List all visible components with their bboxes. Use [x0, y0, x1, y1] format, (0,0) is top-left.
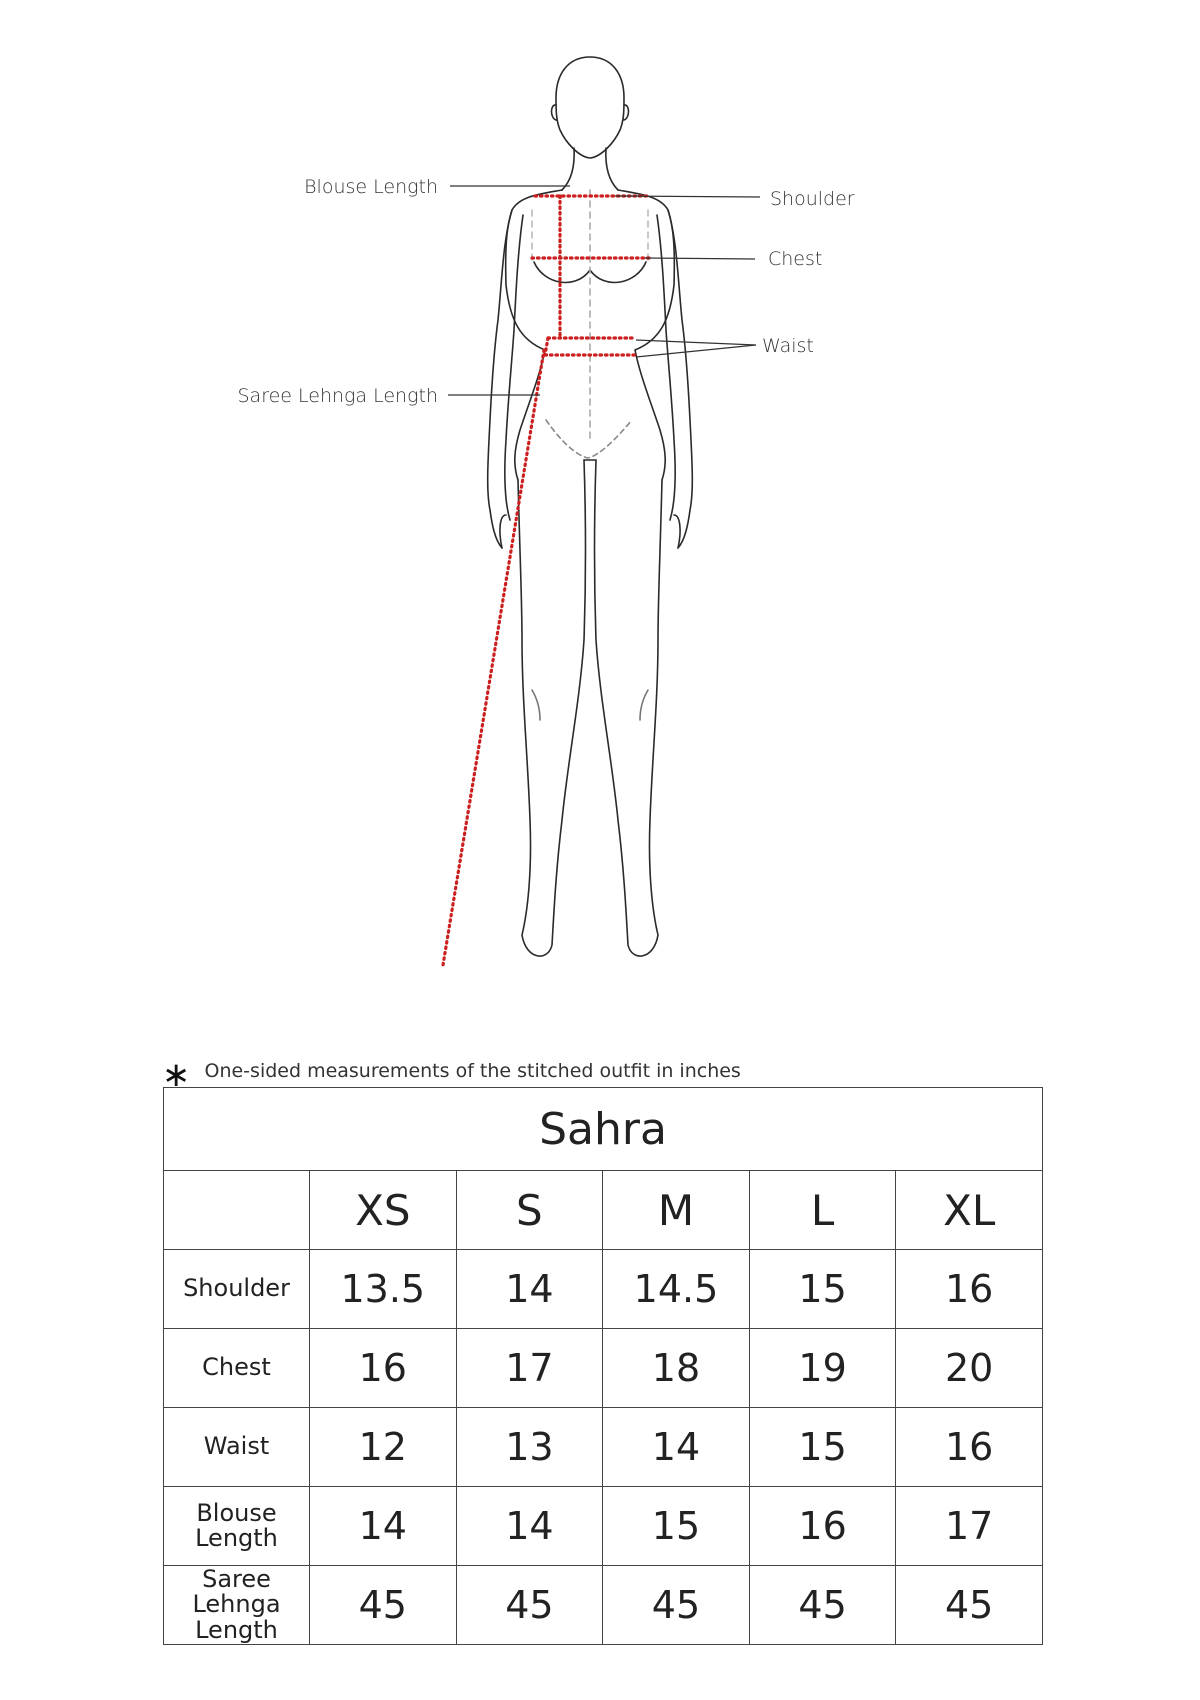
saree-lehnga-length-measure-line [443, 350, 544, 965]
table-cell: 14 [603, 1408, 750, 1487]
table-cell: 14 [456, 1250, 603, 1329]
table-cell: 16 [896, 1250, 1043, 1329]
measurement-note [162, 1055, 741, 1095]
table-cell: 12 [310, 1408, 457, 1487]
table-row [164, 1566, 1043, 1645]
table-cell: 16 [896, 1408, 1043, 1487]
table-cell: 16 [310, 1329, 457, 1408]
table-row [164, 1329, 1043, 1408]
row-label: Chest [164, 1329, 310, 1408]
table-cell: 15 [749, 1408, 896, 1487]
row-label: Saree Lehnga Length [164, 1566, 310, 1645]
table-cell: 14 [310, 1487, 457, 1566]
table-cell: 19 [749, 1329, 896, 1408]
table-cell: 14.5 [603, 1250, 750, 1329]
size-header: L [749, 1171, 896, 1250]
size-header-row [164, 1171, 1043, 1250]
size-header: S [456, 1171, 603, 1250]
corner-cell [164, 1171, 310, 1250]
size-chart-title: Sahra [164, 1088, 1043, 1171]
measurement-lines [443, 196, 650, 965]
size-header: XL [896, 1171, 1043, 1250]
table-cell: 13 [456, 1408, 603, 1487]
measurement-note-text: One-sided measurements of the stitched outfit in inches [204, 1060, 741, 1082]
waist-measure-line-side [545, 338, 548, 355]
row-label: Waist [164, 1408, 310, 1487]
table-cell: 45 [896, 1566, 1043, 1645]
table-row [164, 1487, 1043, 1566]
table-cell: 18 [603, 1329, 750, 1408]
leader-lines [448, 186, 760, 395]
table-cell: 16 [749, 1487, 896, 1566]
table-cell: 17 [456, 1329, 603, 1408]
table-cell: 14 [456, 1487, 603, 1566]
table-cell: 45 [456, 1566, 603, 1645]
label-blouse-length: Blouse Length [304, 176, 438, 198]
table-row [164, 1408, 1043, 1487]
table-cell: 45 [310, 1566, 457, 1645]
row-label: Shoulder [164, 1250, 310, 1329]
table-cell: 45 [603, 1566, 750, 1645]
table-cell: 20 [896, 1329, 1043, 1408]
table-cell: 45 [749, 1566, 896, 1645]
label-shoulder: Shoulder [770, 188, 855, 210]
row-label: Blouse Length [164, 1487, 310, 1566]
label-chest: Chest [768, 248, 823, 270]
size-header: M [603, 1171, 750, 1250]
table-cell: 15 [603, 1487, 750, 1566]
table-cell: 17 [896, 1487, 1043, 1566]
table-cell: 15 [749, 1250, 896, 1329]
label-saree-lehnga-length: Saree Lehnga Length [237, 385, 438, 407]
asterisk-icon: ∗ [162, 1055, 191, 1095]
size-chart-table [163, 1087, 1043, 1645]
table-row [164, 1250, 1043, 1329]
table-cell: 13.5 [310, 1250, 457, 1329]
label-waist: Waist [762, 335, 814, 357]
size-header: XS [310, 1171, 457, 1250]
